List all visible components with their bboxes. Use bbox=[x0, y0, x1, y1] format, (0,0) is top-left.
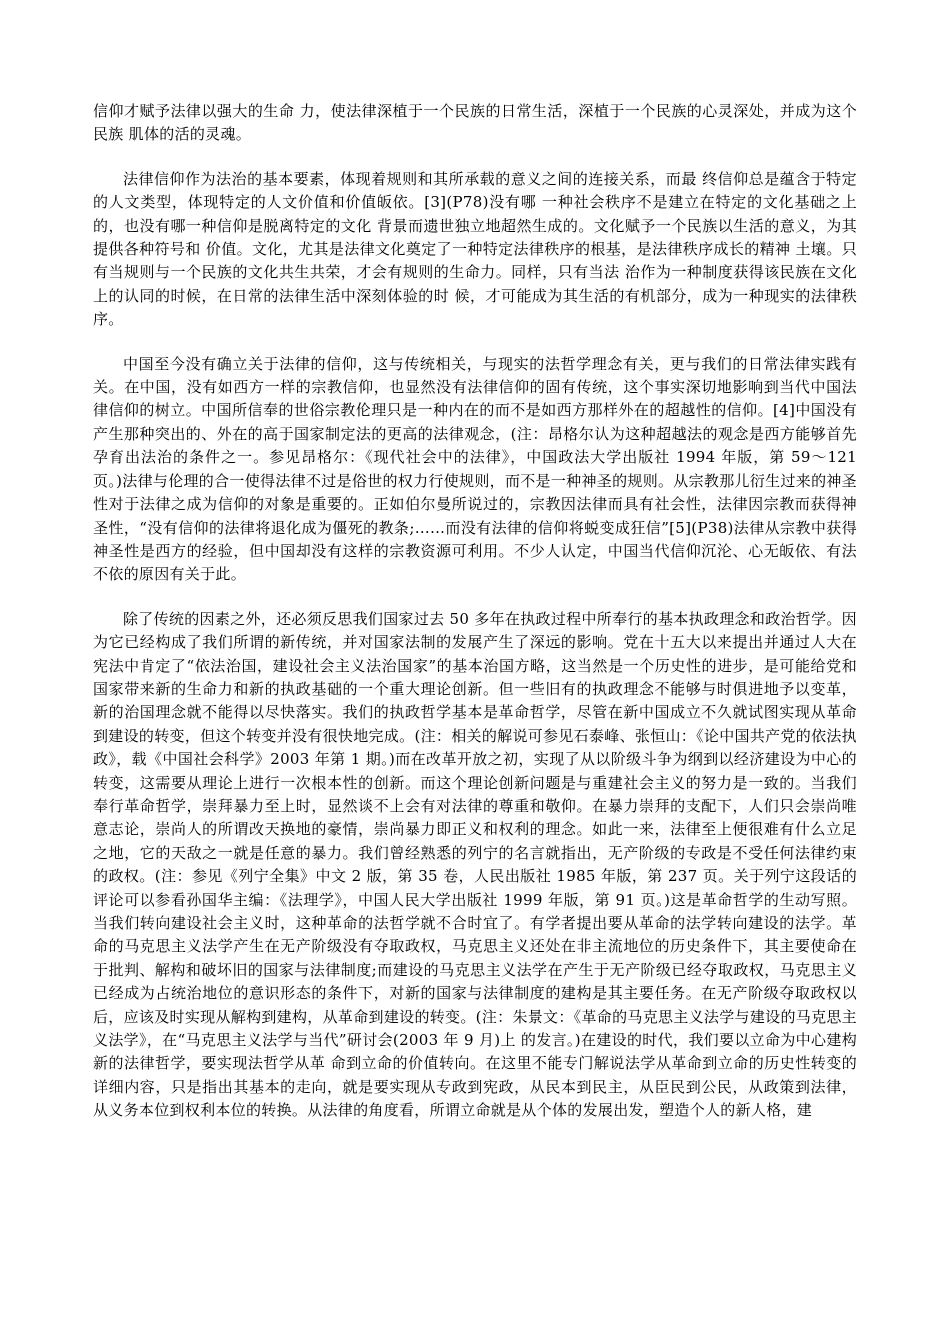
document-page bbox=[93, 100, 857, 1123]
paragraph-4: 除了传统的因素之外，还必须反思我们国家过去 50 多年在执政过程中所奉行的基本执政理念和政治哲学。因为它已经构成了我们所谓的新传统，并对国家法制的发展产生了深远的影响。党在十五大以来提出并通过人大在宪法中肯定了“依法治国，建设社会主义法治国家”的基本治国方略，这当然是一个历史性的进步，是可能给党和国家带来新的生命力和新的执政基础的一个重大理论创新。但一些旧有的执政理念不能够与时俱进地予以变革，新的治国理念就不能得以尽快落实。我们的执政哲学基本是革命哲学，尽管在新中国成立不久就试图实现从革命到建设的转变，但这个转变并没有很快地完成。(注：相关的解说可参见石泰峰、张恒山：《论中国共产党的依法执政》，载《中国社会科学》2003 年第 1 期。)而在改革开放之初，实现了从以阶级斗争为纲到以经济建设为中心的转变，这需要从理论上进行一次根本性的创新。而这个理论创新问题是与重建社会主义的努力是一致的。当我们奉行革命哲学，崇拜暴力至上时，显然谈不上会有对法律的尊重和敬仰。在暴力崇拜的支配下，人们只会崇尚唯意志论，崇尚人的所谓改天换地的豪情，崇尚暴力即正义和权利的理念。如此一来，法律至上便很难有什么立足之地，它的天敌之一就是任意的暴力。我们曾经熟悉的列宁的名言就指出，无产阶级的专政是不受任何法律约束的政权。(注：参见《列宁全集》中文 2 版，第 35 卷，人民出版社 1985 年版，第 237 页。关于列宁这段话的评论可以参看孙国华主编：《法理学》，中国人民大学出版社 1999 年版，第 91 页。)这是革命哲学的生动写照。当我们转向建设社会主义时，这种革命的法哲学就不合时宜了。有学者提出要从革命的法学转向建设的法学。革命的马克思主义法学产生在无产阶级没有夺取政权，马克思主义还处在非主流地位的历史条件下，其主要使命在于批判、解构和破坏旧的国家与法律制度;而建设的马克思主义法学在产生于无产阶级已经夺取政权，马克思主义已经成为占统治地位的意识形态的条件下，对新的国家与法律制度的建构是其主要任务。在无产阶级夺取政权以后，应该及时实现从解构到建构，从革命到建设的转变。(注：朱景文：《革命的马克思主义法学与建设的马克思主义法学》，在“马克思主义法学与当代”研讨会(2003 年 9 月)上 的发言。)在建设的时代，我们要以立命为中心建构新的法律哲学，要实现法哲学从革 命到立命的价值转向。在这里不能专门解说法学从革命到立命的历史性转变的详细内容，只是指出其基本的走向，就是要实现从专政到宪政，从民本到民主，从臣民到公民，从政策到法律，从义务本位到权利本位的转换。从法律的角度看，所谓立命就是从个体的发展出发，塑造个人的新人格，建 bbox=[93, 609, 857, 1120]
paragraph-3: 中国至今没有确立关于法律的信仰，这与传统相关，与现实的法哲学理念有关，更与我们的日常法律实践有关。在中国，没有如西方一样的宗教信仰，也显然没有法律信仰的固有传统，这个事实深切地影响到当代中国法律信仰的树立。中国所信奉的世俗宗教伦理只是一种内在的而不是如西方那样外在的超越性的信仰。[4]中国没有产生那种突出的、外在的高于国家制定法的更高的法律观念，(注：昂格尔认为这种超越法的观念是西方能够首先孕育出法治的条件之一。参见昂格尔：《现代社会中的法律》，中国政法大学出版社 1994 年版，第 59～121 页。)法律与伦理的合一使得法律不过是俗世的权力行使规则，而不是一种神圣的规则。从宗教那儿衍生过来的神圣性对于法律之成为信仰的对象是重要的。正如伯尔曼所说过的，宗教因法律而具有社会性，法律因宗教而获得神圣性，“没有信仰的法律将退化成为僵死的教条;……而没有法律的信仰将蜕变成狂信”[5](P38)法律从宗教中获得神圣性是西方的经验，但中国却没有这样的宗教资源可利用。不少人认定，中国当代信仰沉沦、心无皈依、有法不依的原因有关于此。 bbox=[93, 354, 857, 584]
paragraph-1: 信仰才赋予法律以强大的生命 力，使法律深植于一个民族的日常生活，深植于一个民族的心灵深处，并成为这个民族 肌体的活的灵魂。 bbox=[93, 102, 857, 144]
paragraph-2: 法律信仰作为法治的基本要素，体现着规则和其所承载的意义之间的连接关系，而最 终信仰总是蕴含于特定的人文类型，体现特定的人文价值和价值皈依。[3](P78)没有哪 一种社会秩序不是建立在特定的文化基础之上的，也没有哪一种信仰是脱离特定的文化 背景而遗世独立地超然生成的。文化赋予一个民族以生活的意义，为其提供各种符号和 价值。文化，尤其是法律文化奠定了一种特定法律秩序的根基，是法律秩序成长的精神 土壤。只有当规则与一个民族的文化共生共荣，才会有规则的生命力。同样，只有当法 治作为一种制度获得该民族在文化上的认同的时候，在日常的法律生活中深刻体验的时 候，才可能成为其生活的有机部分，成为一种现实的法律秩序。 bbox=[93, 169, 857, 329]
